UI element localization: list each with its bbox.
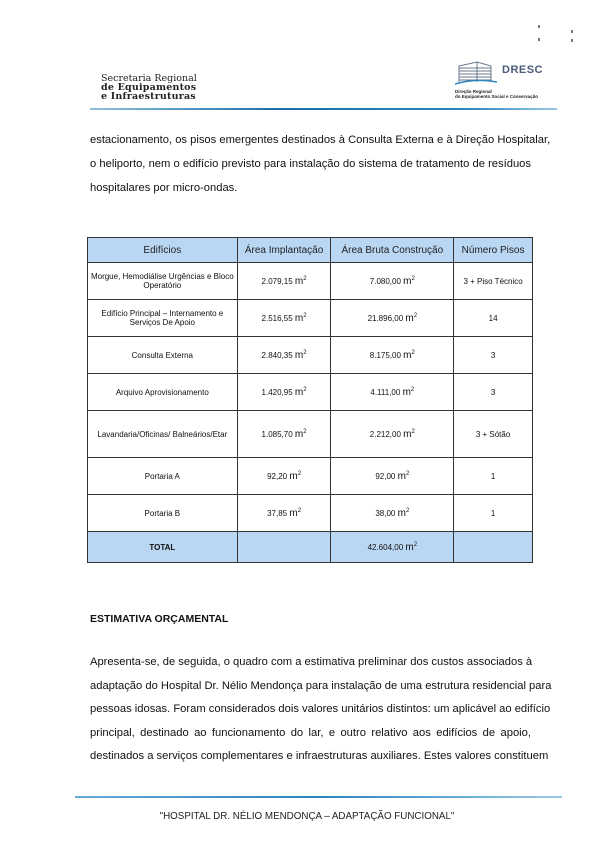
floor-count: 3 [454,337,533,374]
table-row [88,337,533,374]
total-gross-area: 42.604,00 $m^2$ [331,532,454,563]
footer-title: "HOSPITAL DR. NÉLIO MENDONÇA – ADAPTAÇÃO FUNCIONAL" [159,811,455,822]
table-total-row [88,532,533,563]
org-line-3: e Infraestruturas [101,91,196,102]
total-floor-count [454,532,533,563]
gross-area: 92,00 $m^2$ [331,458,454,495]
gross-area: 38,00 $m^2$ [331,495,454,532]
intro-paragraph [90,128,551,200]
column-header-floors: Número Pisos [454,238,533,263]
budget-paragraph [90,651,552,769]
gross-area: 7.080,00 $m^2$ [331,263,454,300]
column-header-implantation-area: Área Implantação [237,238,331,263]
paragraph-line: o heliporto, nem o edifício previsto para instalação do sistema de tratamento de resíduos [90,158,531,170]
floor-count: 14 [454,300,533,337]
paragraph-line: pessoas idosas. Foram considerados dois valores unitários distintos: um aplicável ao edifício [90,703,551,716]
gross-area: 2.212,00 $m^2$ [331,411,454,458]
building-logo-icon [455,58,497,86]
floor-count: 3 + Piso Técnico [454,263,533,300]
column-header-gross-area: Área Bruta Construção [331,238,454,263]
table-row [88,495,533,532]
logo-name: DRESC [502,64,544,76]
logo-subtitle-line-1: Direção Regional [455,89,492,94]
building-areas-table [87,237,533,563]
gross-area: 4.111,00 $m^2$ [331,374,454,411]
org-line-1: Secretaria Regional [101,73,197,84]
footer-divider [75,796,562,798]
table-row [88,458,533,495]
page-header [0,0,614,115]
building-name: Lavandaria/Oficinas/ Balneários/Etar [88,411,238,458]
implantation-area: 2.840,35 $m^2$ [237,337,331,374]
floor-count: 1 [454,458,533,495]
dresc-logo [455,58,575,108]
implantation-area: 2.079,15 $m^2$ [237,263,331,300]
table-row [88,263,533,300]
paragraph-line: destinados a serviços complementares e infraestruturas auxiliares. Estes valores constituem [90,750,549,763]
logo-subtitle [455,89,538,99]
paragraph-line: adaptação do Hospital Dr. Nélio Mendonça para instalação de uma estrutura residencial para [90,679,552,692]
table-row [88,411,533,458]
org-line-2: de Equipamentos [101,82,197,93]
implantation-area: 2.516,55 $m^2$ [237,300,331,337]
table-row [88,300,533,337]
building-name: Arquivo Aprovisionamento [88,374,238,411]
section-title: ESTIMATIVA ORÇAMENTAL [90,613,229,625]
implantation-area: 37,85 $m^2$ [237,495,331,532]
building-name: Portaria A [88,458,238,495]
paragraph-line: estacionamento, os pisos emergentes destinados à Consulta Externa e à Direção Hospitalar, [90,134,551,146]
floor-count: 3 + Sótão [454,411,533,458]
gross-area: 21.896,00 $m^2$ [331,300,454,337]
table-row [88,374,533,411]
floor-count: 3 [454,374,533,411]
building-name: Edifício Principal – Internamento e Serviços De Apoio [88,300,238,337]
implantation-area: 1.085,70 $m^2$ [237,411,331,458]
implantation-area: 92,20 $m^2$ [237,458,331,495]
building-name: Portaria B [88,495,238,532]
header-divider [90,108,557,110]
total-label: TOTAL [88,532,238,563]
total-implantation-area [237,532,331,563]
implantation-area: 1.420,95 $m^2$ [237,374,331,411]
building-name: Morgue, Hemodiálise Urgências e Bloco Operatório [88,263,238,300]
building-name: Consulta Externa [88,337,238,374]
organization-name [101,74,197,101]
gross-area: 8.175,00 $m^2$ [331,337,454,374]
paragraph-line: Apresenta-se, de seguida, o quadro com a estimativa preliminar dos custos associados à [90,656,533,668]
logo-subtitle-line-2: do Equipamento Social e Conservação [455,94,539,99]
paragraph-line: hospitalares por micro-ondas. [90,182,238,194]
paragraph-line: principal, destinado ao funcionamento do lar, e outro relativo aos edifícios de apoio, [90,726,531,739]
floor-count: 1 [454,495,533,532]
table-header-row [88,238,533,263]
column-header-buildings: Edifícios [88,238,238,263]
